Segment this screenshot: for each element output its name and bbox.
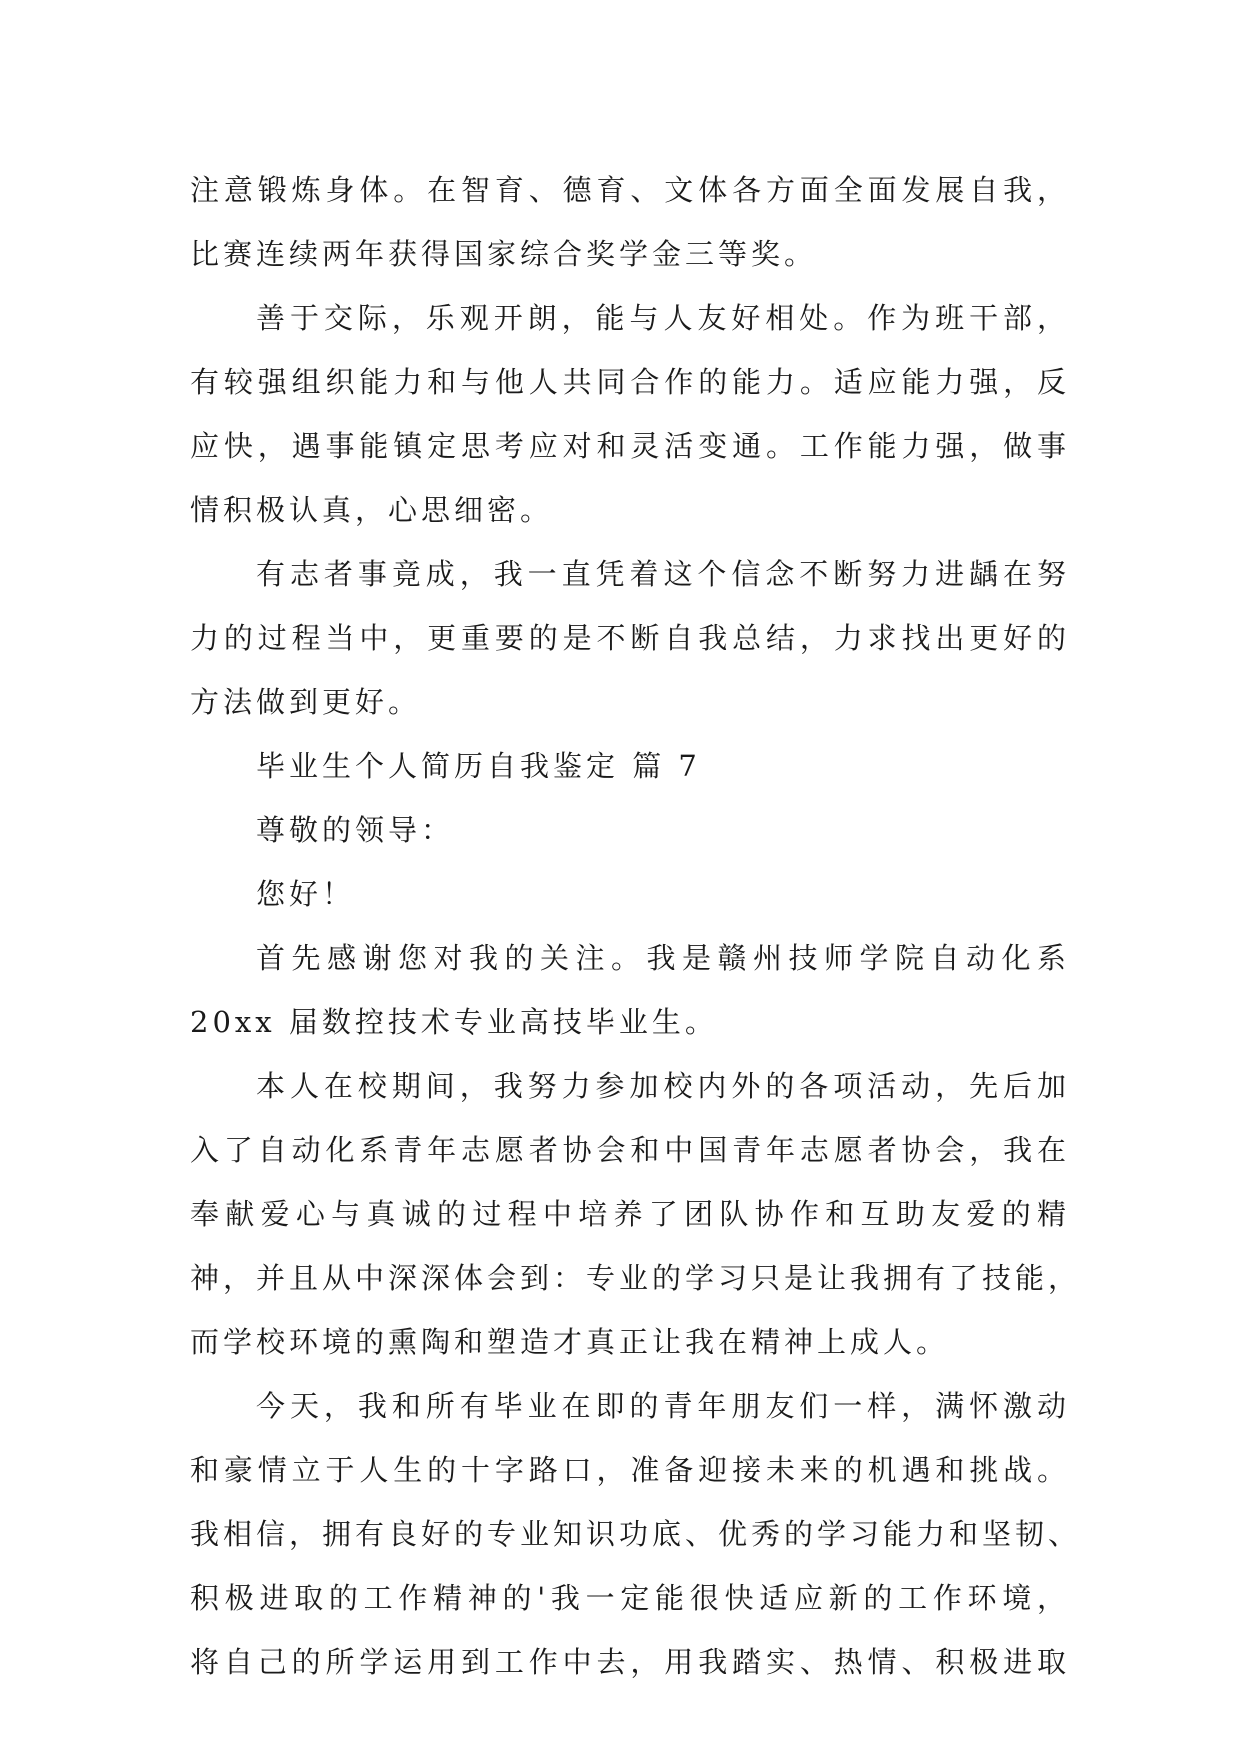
text-line: 首先感谢您对我的关注。我是赣州技师学院自动化系: [256, 941, 1070, 975]
text-line: 20xx 届数控技术专业高技毕业生。: [190, 1005, 718, 1039]
text-line: 您好！: [256, 877, 356, 911]
text-line: 我相信，拥有良好的专业知识功底、优秀的学习能力和坚韧、: [190, 1517, 1082, 1551]
text-line: 神，并且从中深深体会到：专业的学习只是让我拥有了技能，: [190, 1261, 1082, 1295]
text-line: 将自己的所学运用到工作中去，用我踏实、热情、积极进取: [190, 1645, 1070, 1679]
text-line: 比赛连续两年获得国家综合奖学金三等奖。: [190, 237, 818, 271]
text-line: 善于交际，乐观开朗，能与人友好相处。作为班干部，: [256, 301, 1070, 335]
text-line: 毕业生个人简历自我鉴定 篇 7: [256, 749, 701, 783]
text-line: 应快，遇事能镇定思考应对和灵活变通。工作能力强，做事: [190, 429, 1070, 463]
text-line: 积极进取的工作精神的'我一定能很快适应新的工作环境，: [190, 1581, 1070, 1615]
document-body: [190, 158, 1082, 1694]
text-line: 和豪情立于人生的十字路口，准备迎接未来的机遇和挑战。: [190, 1453, 1070, 1487]
text-line: 入了自动化系青年志愿者协会和中国青年志愿者协会，我在: [190, 1133, 1070, 1167]
text-line: 奉献爱心与真诚的过程中培养了团队协作和互助友爱的精: [190, 1197, 1070, 1231]
text-line: 而学校环境的熏陶和塑造才真正让我在精神上成人。: [190, 1325, 950, 1359]
text-line: 本人在校期间，我努力参加校内外的各项活动，先后加: [256, 1069, 1070, 1103]
text-line: 情积极认真，心思细密。: [190, 493, 554, 527]
text-line: 今天，我和所有毕业在即的青年朋友们一样，满怀激动: [256, 1389, 1070, 1423]
text-line: 方法做到更好。: [190, 685, 422, 719]
text-line: 有较强组织能力和与他人共同合作的能力。适应能力强，反: [190, 365, 1070, 399]
text-line: 力的过程当中，更重要的是不断自我总结，力求找出更好的: [190, 621, 1070, 655]
text-line: 尊敬的领导：: [256, 813, 455, 847]
text-line: 注意锻炼身体。在智育、德育、文体各方面全面发展自我，: [190, 173, 1070, 207]
text-line: 有志者事竟成，我一直凭着这个信念不断努力进龋在努: [256, 557, 1070, 591]
